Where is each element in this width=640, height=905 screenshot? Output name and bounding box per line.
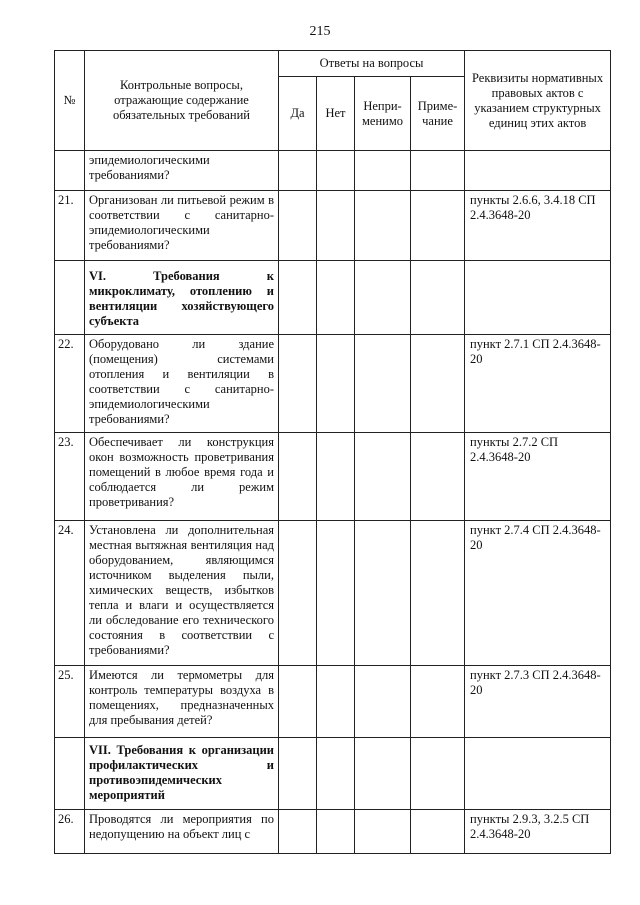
header-requisites: Реквизиты нормативных правовых актов с указанием структурных единиц этих актов — [465, 51, 611, 151]
row-number: 25. — [55, 666, 85, 738]
row-question: Обеспечивает ли конструкция окон возможность проветривания помещений в любое время года и соблюдается ли режим проветривания? — [85, 433, 279, 521]
row-number — [55, 151, 85, 191]
answer-na-cell[interactable] — [355, 151, 411, 191]
answer-na-cell[interactable] — [355, 433, 411, 521]
row-reference: пункты 2.9.3, 3.2.5 СП 2.4.3648-20 — [465, 810, 611, 854]
row-reference: пункты 2.6.6, 3.4.18 СП 2.4.3648-20 — [465, 191, 611, 261]
row-number — [55, 738, 85, 810]
row-number: 26. — [55, 810, 85, 854]
table-row — [55, 521, 611, 666]
answer-note-cell[interactable] — [411, 433, 465, 521]
row-number: 24. — [55, 521, 85, 666]
row-reference: пункт 2.7.4 СП 2.4.3648-20 — [465, 521, 611, 666]
table-row — [55, 335, 611, 433]
section-title: VII. Требования к организации профилактических и противоэпидемических мероприятий — [85, 738, 279, 810]
header-question: Контрольные вопросы, отражающие содержание обязательных требований — [85, 51, 279, 151]
row-reference: пункты 2.7.2 СП 2.4.3648-20 — [465, 433, 611, 521]
requirements-table — [54, 50, 611, 854]
answer-yes-cell[interactable] — [279, 433, 317, 521]
answer-no-cell[interactable] — [317, 810, 355, 854]
answer-yes-cell[interactable] — [279, 191, 317, 261]
answer-note-cell[interactable] — [411, 810, 465, 854]
row-reference: пункт 2.7.3 СП 2.4.3648-20 — [465, 666, 611, 738]
header-num: № — [55, 51, 85, 151]
row-question: Имеются ли термометры для контроль температуры воздуха в помещениях, предназначенных для пребывания детей? — [85, 666, 279, 738]
header-no: Нет — [317, 77, 355, 151]
table-row — [55, 191, 611, 261]
answer-na-cell[interactable] — [355, 521, 411, 666]
row-question: Проводятся ли мероприятия по недопущению на объект лиц с — [85, 810, 279, 854]
section-row — [55, 738, 611, 810]
header-not-applicable: Непри-менимо — [355, 77, 411, 151]
row-number — [55, 261, 85, 335]
answer-yes-cell[interactable] — [279, 335, 317, 433]
row-reference — [465, 738, 611, 810]
row-question: Организован ли питьевой режим в соответствии с санитарно-эпидемиологическими требованиями? — [85, 191, 279, 261]
answer-na-cell[interactable] — [355, 335, 411, 433]
answer-yes-cell[interactable] — [279, 151, 317, 191]
answer-na-cell[interactable] — [355, 666, 411, 738]
answer-note-cell[interactable] — [411, 335, 465, 433]
answer-no-cell[interactable] — [317, 666, 355, 738]
answer-na-cell[interactable] — [355, 191, 411, 261]
row-reference — [465, 261, 611, 335]
row-number: 23. — [55, 433, 85, 521]
row-question: эпидемиологическими требованиями? — [85, 151, 279, 191]
row-question: Оборудовано ли здание (помещения) системами отопления и вентиляции в соответствии с санитарно-эпидемиологическими требованиями? — [85, 335, 279, 433]
answer-note-cell[interactable] — [411, 666, 465, 738]
row-number: 21. — [55, 191, 85, 261]
table-row — [55, 433, 611, 521]
answer-no-cell[interactable] — [317, 191, 355, 261]
row-question: Установлена ли дополнительная местная вытяжная вентиляция над оборудованием, являющимся источником выделения пыли, химических веществ, избытков тепла и влаги и осуществляется ли обследование его технического состояния в соответствии с требованиями? — [85, 521, 279, 666]
answer-no-cell[interactable] — [317, 521, 355, 666]
section-title: VI. Требования к микроклимату, отоплению и вентиляции хозяйствующего субъекта — [85, 261, 279, 335]
table-row — [55, 151, 611, 191]
header-yes: Да — [279, 77, 317, 151]
answer-yes-cell[interactable] — [279, 521, 317, 666]
table-row — [55, 666, 611, 738]
answer-yes-cell[interactable] — [279, 810, 317, 854]
answer-na-cell[interactable] — [355, 810, 411, 854]
table-row — [55, 810, 611, 854]
answer-note-cell[interactable] — [411, 191, 465, 261]
answer-note-cell[interactable] — [411, 521, 465, 666]
row-reference — [465, 151, 611, 191]
answer-yes-cell[interactable] — [279, 666, 317, 738]
page-number: 215 — [309, 24, 331, 39]
section-row — [55, 261, 611, 335]
answer-no-cell[interactable] — [317, 335, 355, 433]
row-number: 22. — [55, 335, 85, 433]
answer-note-cell[interactable] — [411, 151, 465, 191]
header-note: Приме-чание — [411, 77, 465, 151]
row-reference: пункт 2.7.1 СП 2.4.3648-20 — [465, 335, 611, 433]
header-answers: Ответы на вопросы — [279, 51, 465, 77]
answer-no-cell[interactable] — [317, 433, 355, 521]
answer-no-cell[interactable] — [317, 151, 355, 191]
